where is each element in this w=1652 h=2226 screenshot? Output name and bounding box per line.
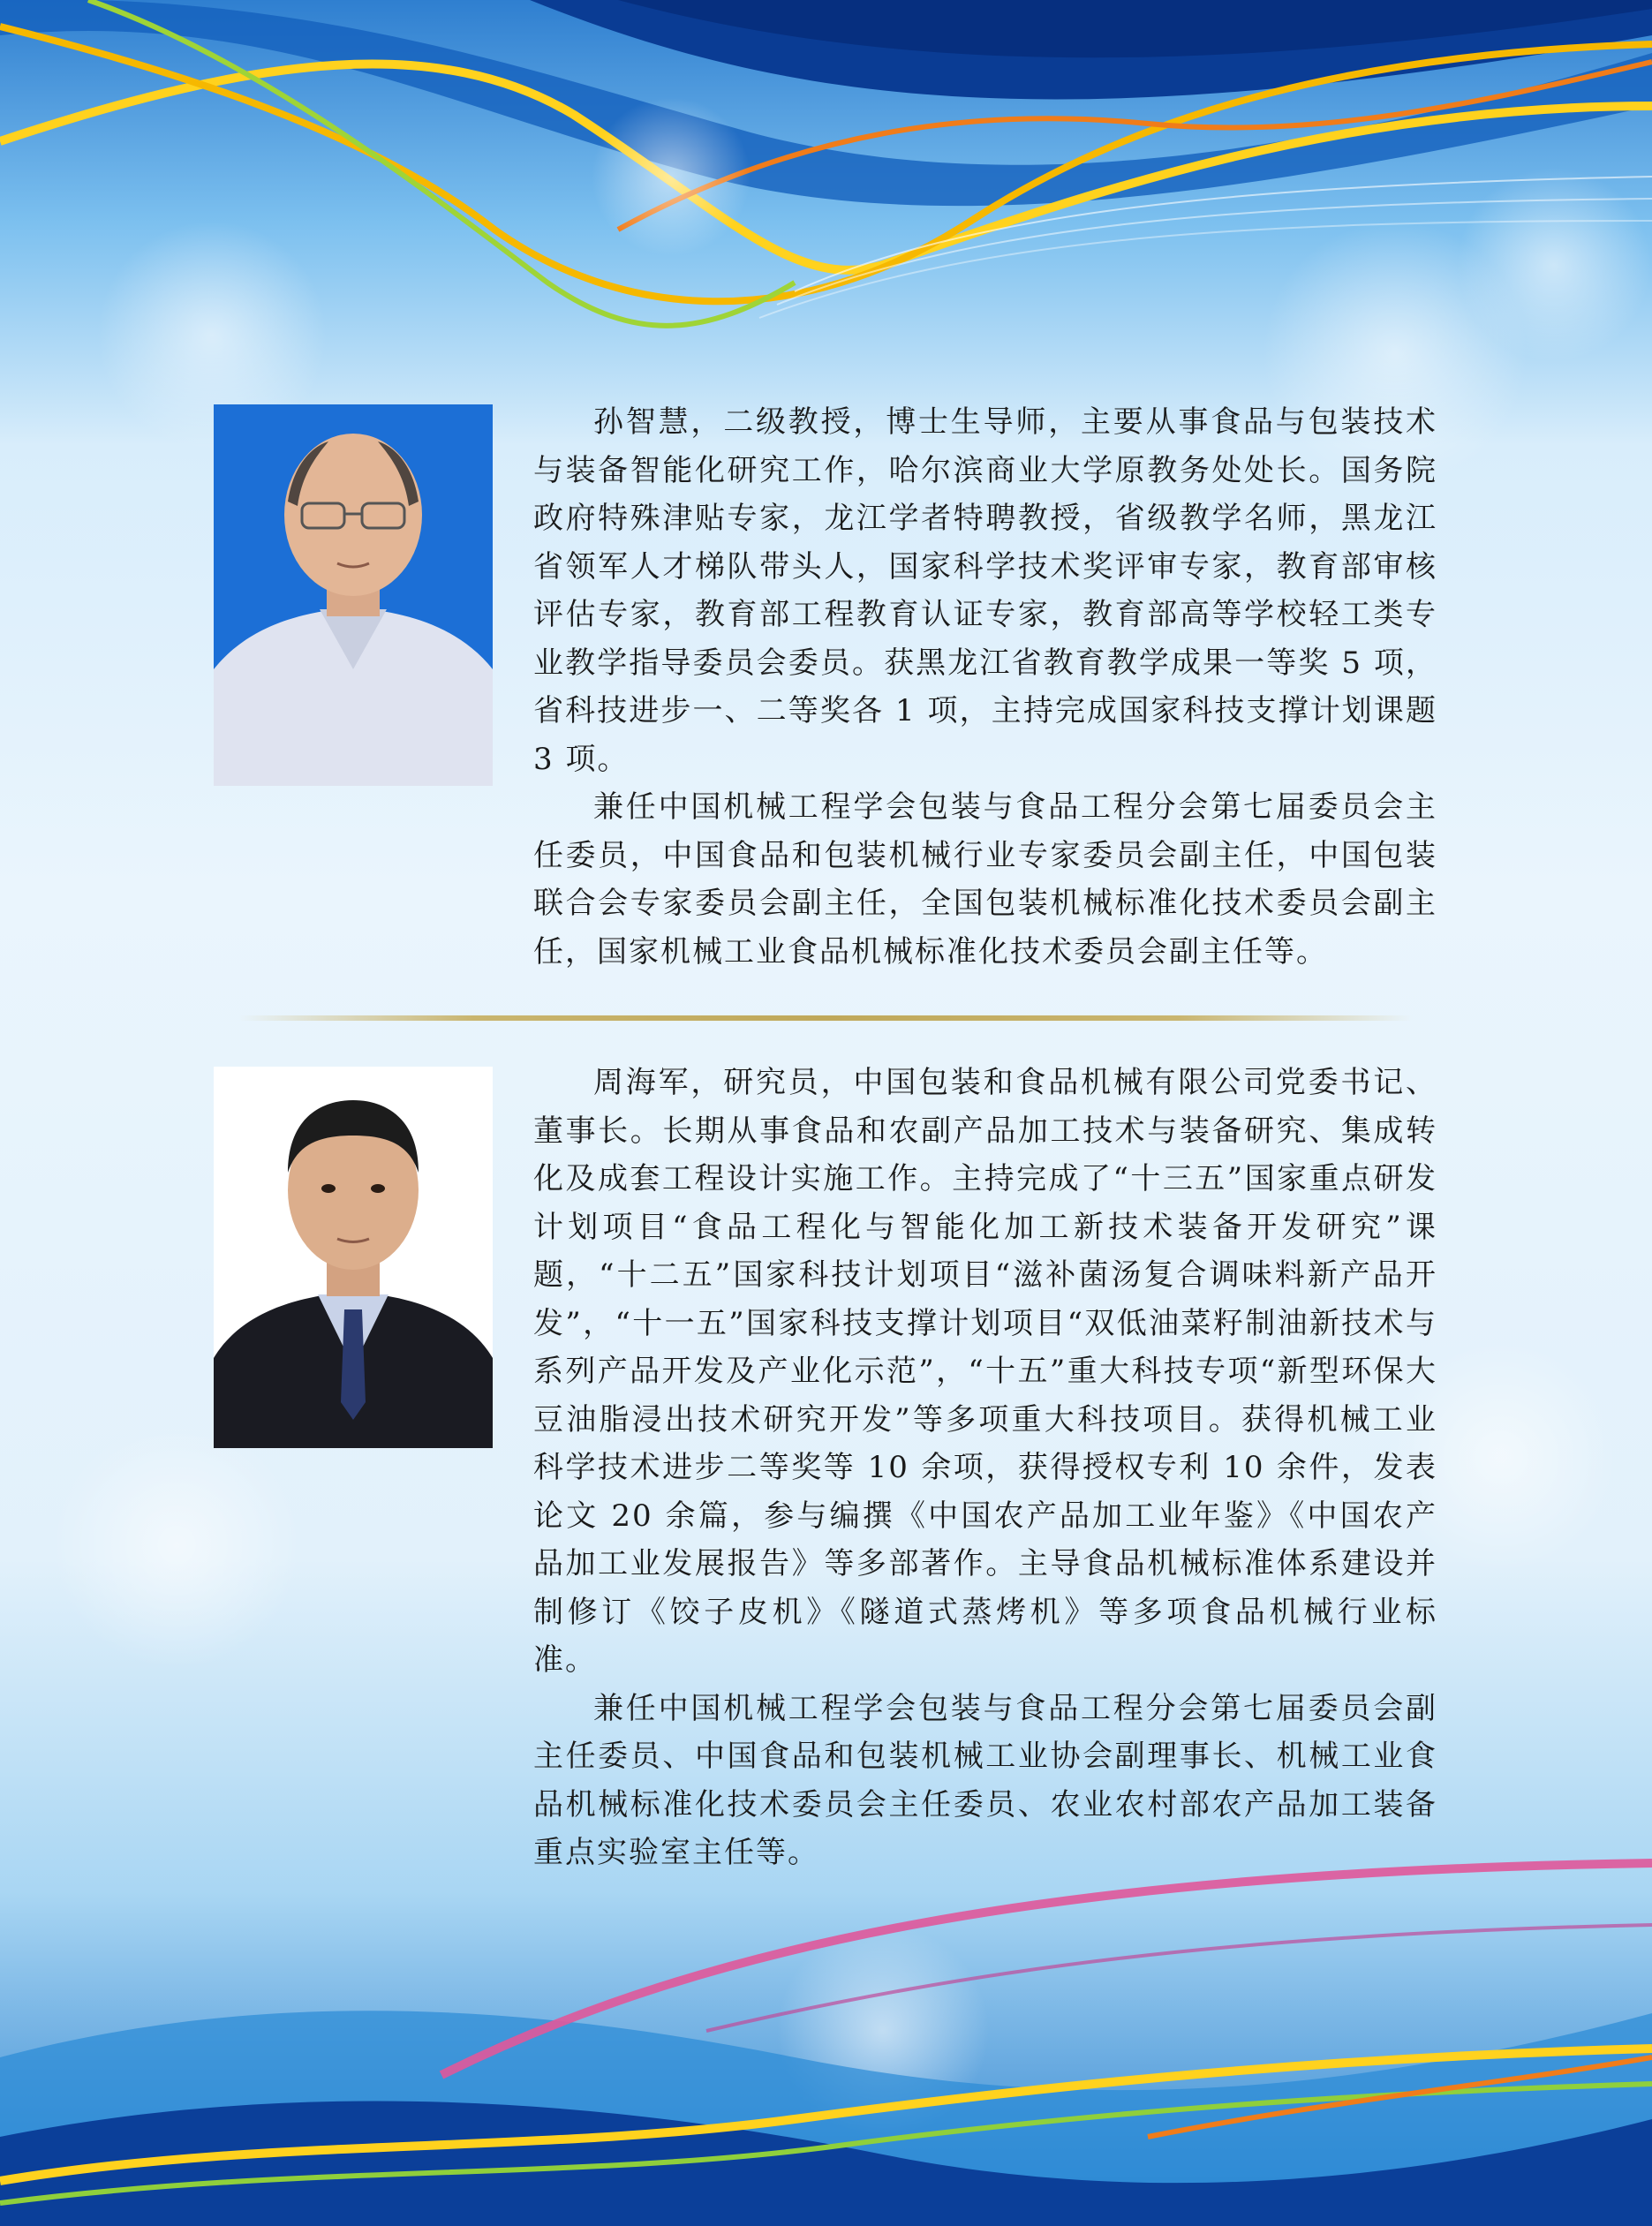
profile-1-bio xyxy=(533,398,1437,976)
profile-2-paragraph-2: 兼任中国机械工程学会包装与食品工程分会第七届委员会副主任委员、中国食品和包装机械工业协会副理事长、机械工业食品机械标准化技术委员会主任委员、农业农村部农产品加工装备重点实验室主任等。 xyxy=(533,1690,1437,1870)
profile-2-bio xyxy=(533,1059,1437,1877)
section-divider xyxy=(238,1015,1413,1021)
portrait-photo-1 xyxy=(214,404,493,786)
portrait-photo-2 xyxy=(214,1067,493,1448)
profile-1-paragraph-1: 孙智慧，二级教授，博士生导师，主要从事食品与包装技术与装备智能化研究工作，哈尔滨商业大学原教务处处长。国务院政府特殊津贴专家，龙江学者特聘教授，省级教学名师，黑龙江省领军人才梯队带头人，国家科学技术奖评审专家，教育部审核评估专家，教育部工程教育认证专家，教育部高等学校轻工类专业教学指导委员会委员。获黑龙江省教育教学成果一等奖 5 项，省科技进步一、二等奖各 1 项，主持完成国家科技支撑计划课题 3 项。 xyxy=(533,404,1437,777)
profile-2-paragraph-1: 周海军，研究员，中国包装和食品机械有限公司党委书记、董事长。长期从事食品和农副产品加工技术与装备研究、集成转化及成套工程设计实施工作。主持完成了“十三五”国家重点研发计划项目“食品工程化与智能化加工新技术装备开发研究”课题，“十二五”国家科技计划项目“滋补菌汤复合调味料新产品开发”，“十一五”国家科技支撑计划项目“双低油菜籽制油新技术与系列产品开发及产业化示范”，“十五”重大科技专项“新型环保大豆油脂浸出技术研究开发”等多项重大科技项目。获得机械工业科学技术进步二等奖等 10 余项，获得授权专利 10 余件，发表论文 20 余篇，参与编撰《中国农产品加工业年鉴》《中国农产品加工业发展报告》等多部著作。主导食品机械标准体系建设并制修订《饺子皮机》《隧道式蒸烤机》等多项食品机械行业标准。 xyxy=(533,1065,1437,1678)
profile-1-paragraph-2: 兼任中国机械工程学会包装与食品工程分会第七届委员会主任委员，中国食品和包装机械行业专家委员会副主任，中国包装联合会专家委员会副主任，全国包装机械标准化技术委员会副主任，国家机械工业食品机械标准化技术委员会副主任等。 xyxy=(533,789,1437,970)
